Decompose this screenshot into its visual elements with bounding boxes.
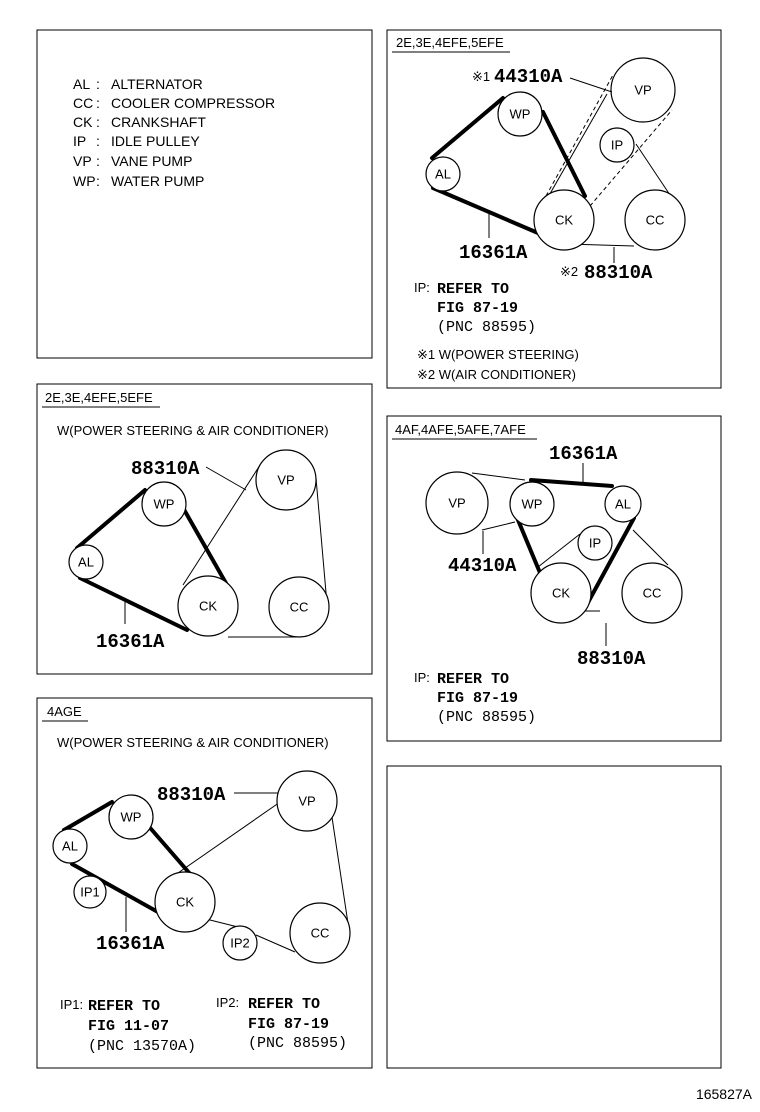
legend-name: VANE PUMP	[111, 153, 193, 169]
pulley-label: VP	[277, 472, 295, 488]
legend	[73, 76, 275, 189]
footnote: ※1 W(POWER STEERING)	[417, 347, 579, 362]
legend-code: VP	[73, 153, 92, 169]
pulley-label: AL	[435, 166, 451, 182]
reference-pnc: (PNC 88595)	[248, 1035, 348, 1052]
diagram-middle-left	[42, 390, 329, 653]
pulley-label: VP	[448, 495, 466, 511]
legend-code: CK	[73, 114, 93, 130]
panel-caption: W(POWER STEERING & AIR CONDITIONER)	[57, 735, 329, 750]
pulley-label: IP1	[80, 884, 100, 900]
reference-text: REFER TO	[88, 998, 161, 1015]
reference-fig: FIG 87-19	[437, 690, 519, 707]
pulley-label: CK	[554, 212, 574, 228]
reference-text: REFER TO	[437, 671, 510, 688]
diagram-bottom-left	[42, 704, 350, 1055]
pulley-label: IP2	[230, 935, 250, 951]
legend-sep: :	[96, 114, 100, 130]
legend-code: AL	[73, 76, 91, 92]
engine-label: 4AF,4AFE,5AFE,7AFE	[395, 422, 526, 437]
annotation-mark: ※1	[472, 69, 491, 84]
pulley-label: IP	[588, 535, 602, 551]
part-number: 88310A	[131, 458, 200, 480]
pulley-label: WP	[153, 496, 175, 512]
reference-prefix: IP2:	[216, 995, 240, 1010]
pulley-label: CC	[310, 925, 330, 941]
pulley-label: CC	[289, 599, 309, 615]
pulley-label: AL	[62, 838, 78, 854]
part-number: 16361A	[96, 631, 165, 653]
legend-sep: :	[96, 173, 100, 189]
pulley-label: CC	[645, 212, 665, 228]
pulley-label: VP	[634, 82, 652, 98]
diagram-top-right	[392, 35, 685, 382]
pulley-label: AL	[78, 554, 94, 570]
diagram-middle-right	[392, 422, 682, 726]
reference-pnc: (PNC 13570A)	[88, 1038, 197, 1055]
part-number: 88310A	[157, 784, 226, 806]
pulley-label: CK	[175, 894, 195, 910]
part-number: 44310A	[494, 66, 563, 88]
pulley-label: WP	[509, 106, 531, 122]
legend-sep: :	[96, 153, 100, 169]
legend-name: WATER PUMP	[111, 173, 205, 189]
reference-prefix: IP:	[414, 670, 430, 685]
legend-name: COOLER COMPRESSOR	[111, 95, 276, 111]
pulley-label: AL	[615, 496, 631, 512]
pulley-label: CK	[198, 598, 218, 614]
pulley-label: WP	[120, 809, 142, 825]
legend-code: CC	[73, 95, 94, 111]
reference-fig: FIG 11-07	[88, 1018, 170, 1035]
pulley-label: CC	[642, 585, 662, 601]
legend-sep: :	[96, 133, 100, 149]
reference-prefix: IP1:	[60, 997, 84, 1012]
reference-text: REFER TO	[437, 281, 510, 298]
pulley-label: IP	[610, 137, 624, 153]
footnote: ※2 W(AIR CONDITIONER)	[417, 367, 576, 382]
annotation-mark: ※2	[560, 264, 579, 279]
engine-label: 4AGE	[47, 704, 82, 719]
reference-text: REFER TO	[248, 996, 321, 1013]
panel-caption: W(POWER STEERING & AIR CONDITIONER)	[57, 423, 329, 438]
engine-label: 2E,3E,4EFE,5EFE	[45, 390, 153, 405]
part-number: 88310A	[577, 648, 646, 670]
part-number: 16361A	[459, 242, 528, 264]
engine-label: 2E,3E,4EFE,5EFE	[396, 35, 504, 50]
legend-code: WP	[73, 173, 96, 189]
part-number: 44310A	[448, 555, 517, 577]
reference-pnc: (PNC 88595)	[437, 709, 537, 726]
legend-sep: :	[96, 76, 100, 92]
reference-pnc: (PNC 88595)	[437, 319, 537, 336]
pulley-label: CK	[551, 585, 571, 601]
part-number: 16361A	[96, 933, 165, 955]
pulley-label: VP	[298, 793, 316, 809]
pulley-label: WP	[521, 496, 543, 512]
reference-fig: FIG 87-19	[437, 300, 519, 317]
figure-id: 165827A	[695, 1086, 752, 1102]
reference-prefix: IP:	[414, 280, 430, 295]
panel-bottom-right-empty	[387, 766, 721, 1068]
part-number: 88310A	[584, 262, 653, 284]
reference-fig: FIG 87-19	[248, 1016, 330, 1033]
legend-name: IDLE PULLEY	[111, 133, 200, 149]
legend-name: CRANKSHAFT	[111, 114, 206, 130]
part-number: 16361A	[549, 443, 618, 465]
legend-name: ALTERNATOR	[111, 76, 203, 92]
legend-code: IP	[73, 133, 87, 149]
legend-sep: :	[96, 95, 100, 111]
